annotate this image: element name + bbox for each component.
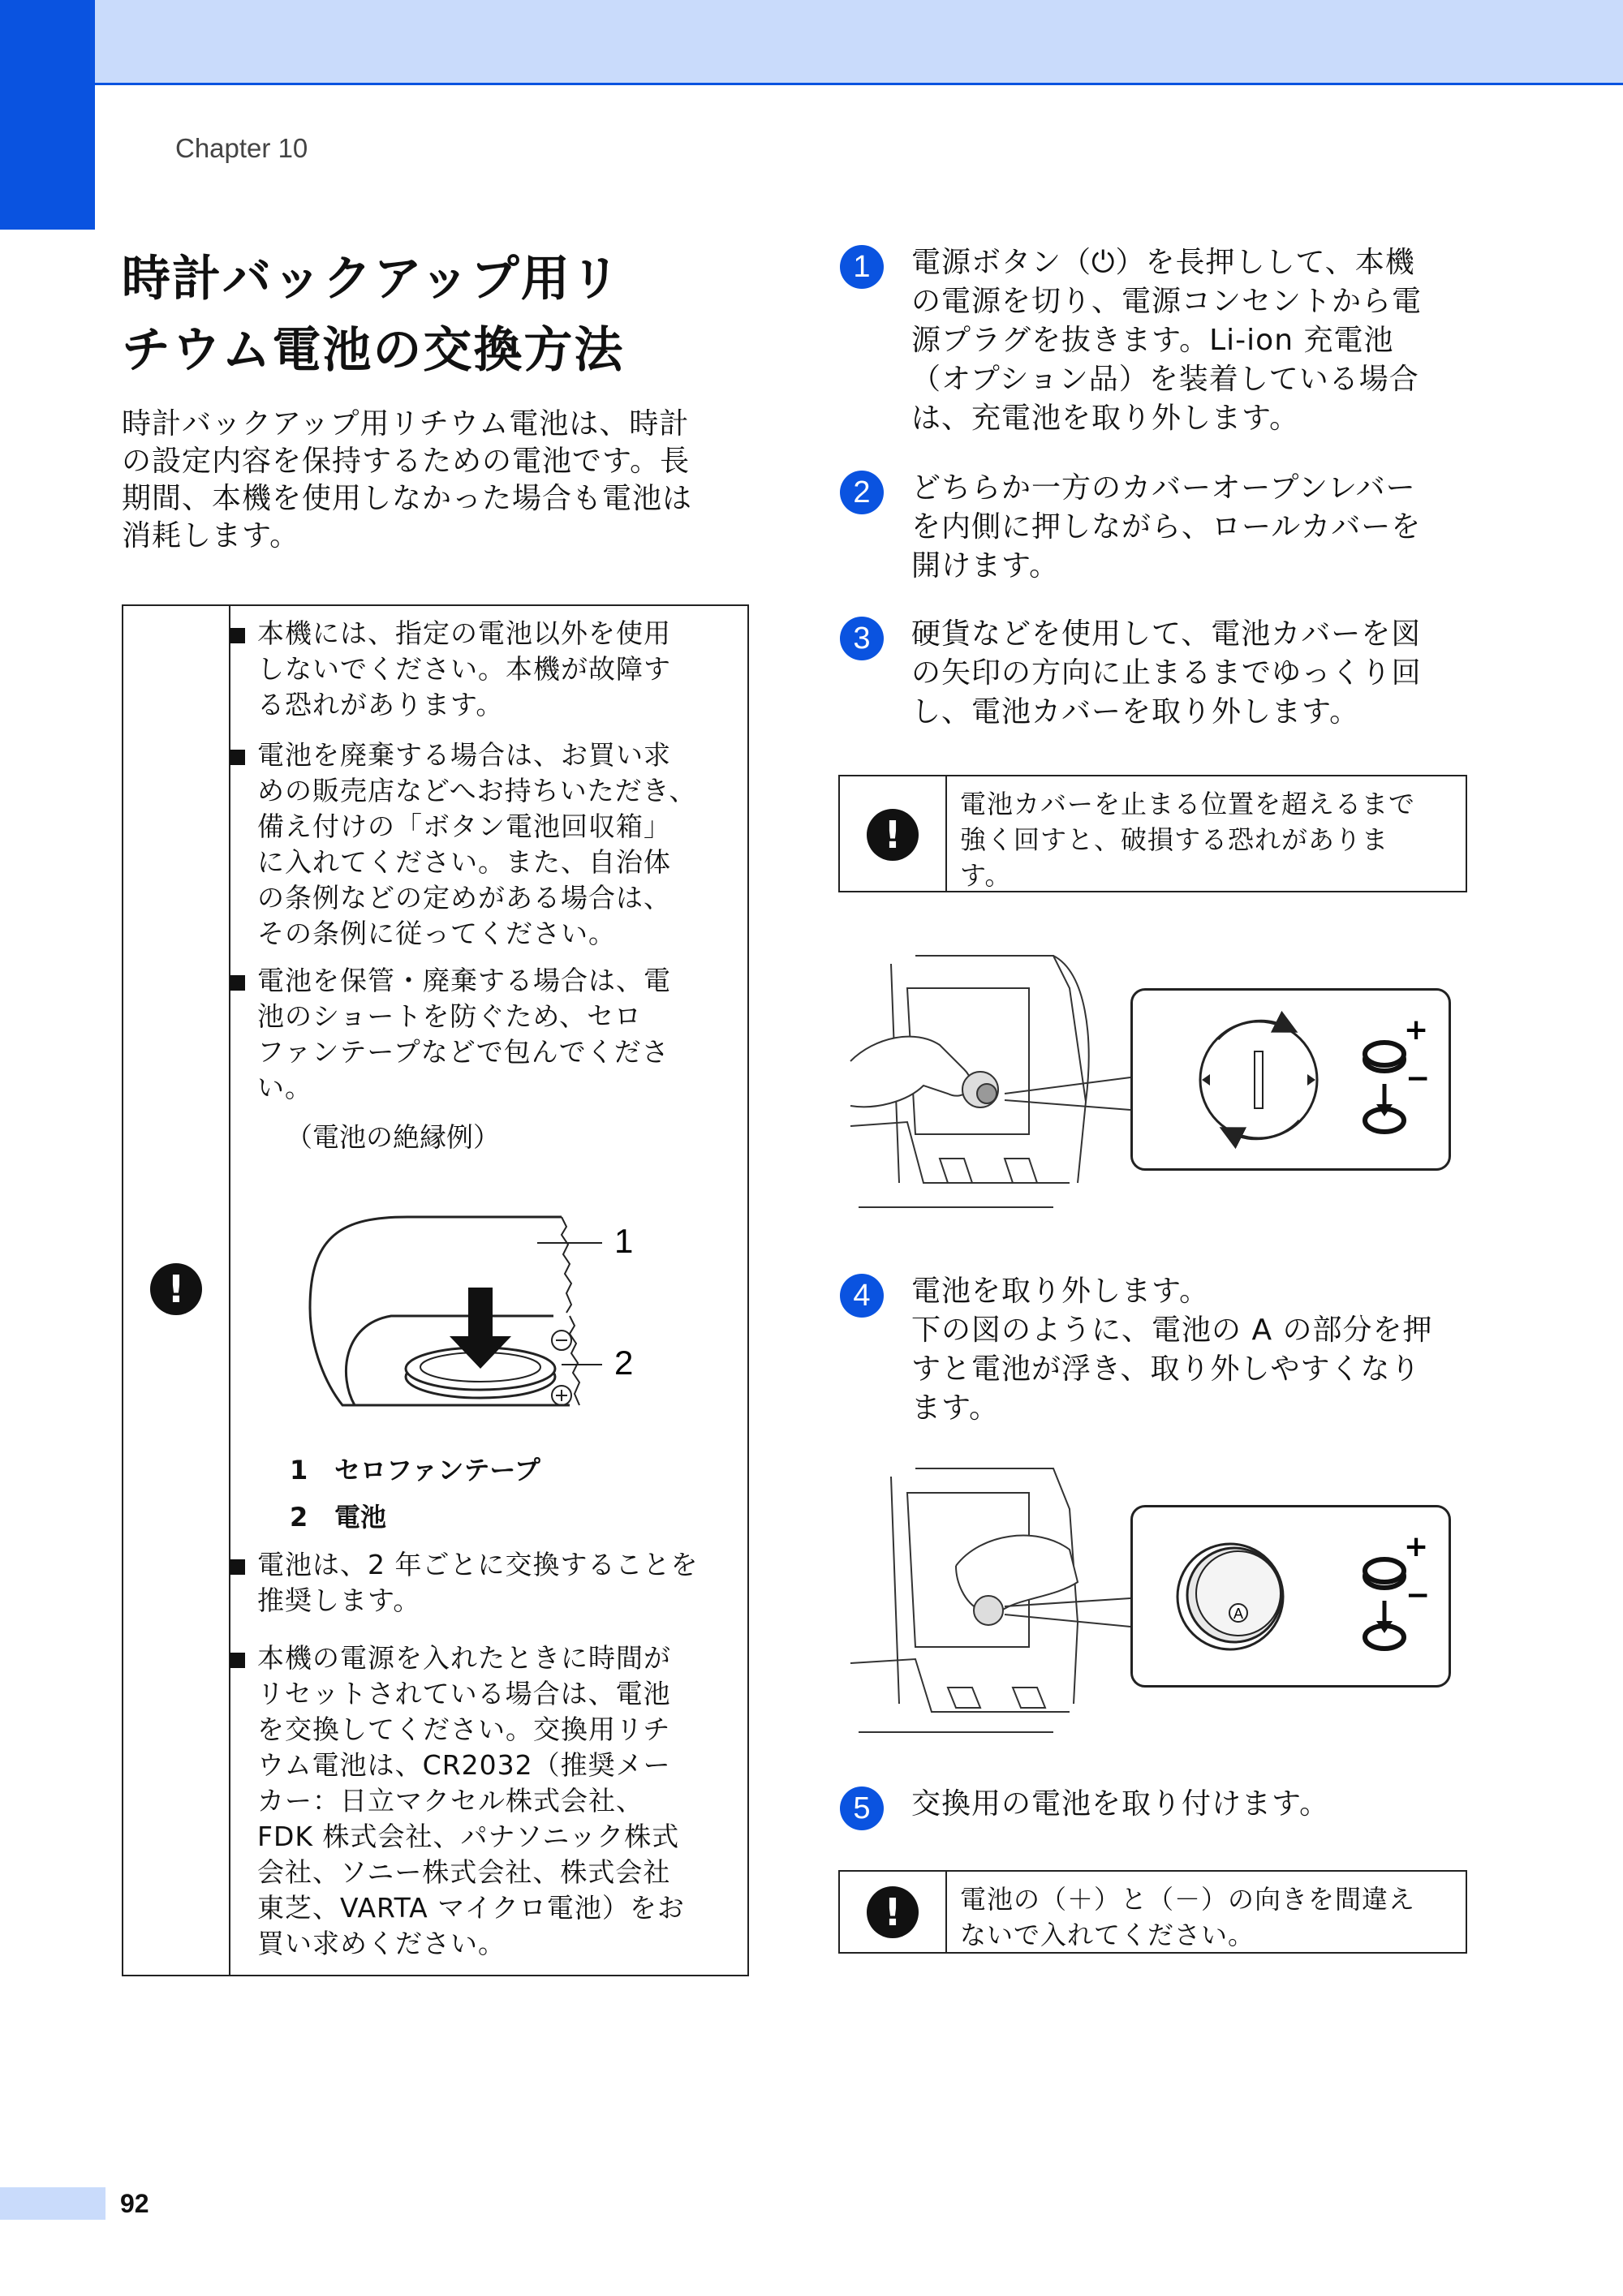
insulation-caption: （電池の絶縁例） — [286, 1121, 500, 1153]
step-number-badge: 3 — [840, 617, 884, 660]
note-text: 電池の（＋）と（－）の向きを間違え ないで入れてください。 — [960, 1884, 1416, 1950]
point-a-label: A — [1233, 1606, 1244, 1622]
exclamation-icon: ! — [150, 1263, 202, 1315]
page-number: 92 — [120, 2189, 149, 2218]
step-5 — [840, 1785, 1473, 1824]
bullet-square-icon — [230, 975, 245, 991]
exclamation-icon: ! — [867, 1886, 919, 1938]
header-rule — [95, 83, 1623, 85]
step-number-badge: 5 — [840, 1786, 884, 1830]
note-text: 電池カバーを止まる位置を超えるまで 強く回すと、破損する恐れがありま す。 — [960, 789, 1416, 891]
step-text: 電池を取り外します。 下の図のように、電池の A の部分を押 すと電池が浮き、取り外しやすくなり ます。 — [911, 1275, 1433, 1425]
battery-insulation-figure — [294, 1202, 683, 1421]
legend-item: 2 電池 — [290, 1502, 387, 1533]
page-number-bar — [0, 2187, 105, 2220]
figure-label-2: 2 — [614, 1344, 634, 1382]
bullet-square-icon — [230, 750, 245, 765]
note-box — [838, 1870, 1467, 1954]
caution-item: 本機の電源を入れたときに時間が リセットされている場合は、電池 を交換してください。交換用リチ ウム電池は、CR2032（推奨メー カー：日立マクセル株式会社、 FDK 株式会社、パナソニック株式 会社、ソニー株式会社、株式会社 東芝、VARTA マイクロ電池）をお 買い求めください。 — [257, 1640, 744, 1962]
step-text: 電源ボタン（⏻）を長押しして、本機 の電源を切り、電源コンセントから電 源プラグを抜きます。Li-ion 充電池 （オプション品）を装着している場合 は、充電池を取り外します。 — [911, 246, 1423, 435]
legend-item: 1 セロファンテープ — [290, 1455, 540, 1486]
step-number-badge: 4 — [840, 1274, 884, 1318]
step-text: 交換用の電池を取り付けます。 — [911, 1787, 1330, 1821]
chapter-tab — [0, 0, 95, 230]
chapter-label: Chapter 10 — [175, 133, 308, 163]
step-text: どちらか一方のカバーオープンレバー を内側に押しながら、ロールカバーを 開けます。 — [911, 471, 1422, 583]
bullet-square-icon — [230, 1559, 245, 1575]
step-3 — [840, 615, 1473, 732]
step-number-badge: 1 — [840, 245, 884, 289]
exclamation-icon: ! — [867, 809, 919, 861]
bullet-square-icon — [230, 1653, 245, 1668]
note-box — [838, 775, 1467, 892]
battery-removal-callout — [1130, 1505, 1451, 1688]
figure-label-1: 1 — [614, 1222, 634, 1260]
plus-icon: + — [1404, 1013, 1429, 1047]
page-title: 時計バックアップ用リ チウム電池の交換方法 — [122, 251, 625, 379]
caution-item: 電池を廃棄する場合は、お買い求 めの販売店などへお持ちいただき、 備え付けの「ボタン電池回収箱」 に入れてください。また、自治体 の条例などの定めがある場合は、 その条例に従ってください。 — [257, 737, 744, 952]
header-band — [0, 0, 1623, 84]
intro-paragraph: 時計バックアップ用リチウム電池は、時計 の設定内容を保持するための電池です。長 期間、本機を使用しなかった場合も電池は 消耗します。 — [122, 407, 693, 553]
minus-icon: − — [1406, 1062, 1431, 1095]
minus-icon: − — [1406, 1579, 1431, 1612]
step-number-badge: 2 — [840, 471, 884, 514]
caution-item: 本機には、指定の電池以外を使用 しないでください。本機が故障す る恐れがあります。 — [257, 616, 744, 723]
caution-item: 電池を保管・廃棄する場合は、電 池のショートを防ぐため、セロ ファンテープなどで包んでくださ い。 — [257, 963, 744, 1106]
step-2 — [840, 469, 1473, 586]
plus-icon: + — [1404, 1530, 1429, 1563]
step-text: 硬貨などを使用して、電池カバーを図 の矢印の方向に止まるまでゆっくり回 し、電池カバーを取り外します。 — [911, 617, 1422, 729]
caution-box — [122, 604, 749, 1976]
step-1 — [840, 243, 1473, 438]
caution-item: 電池は、2 年ごとに交換することを 推奨します。 — [257, 1547, 744, 1619]
bullet-square-icon — [230, 628, 245, 643]
cover-rotation-callout — [1130, 988, 1451, 1171]
step-4 — [840, 1272, 1473, 1428]
